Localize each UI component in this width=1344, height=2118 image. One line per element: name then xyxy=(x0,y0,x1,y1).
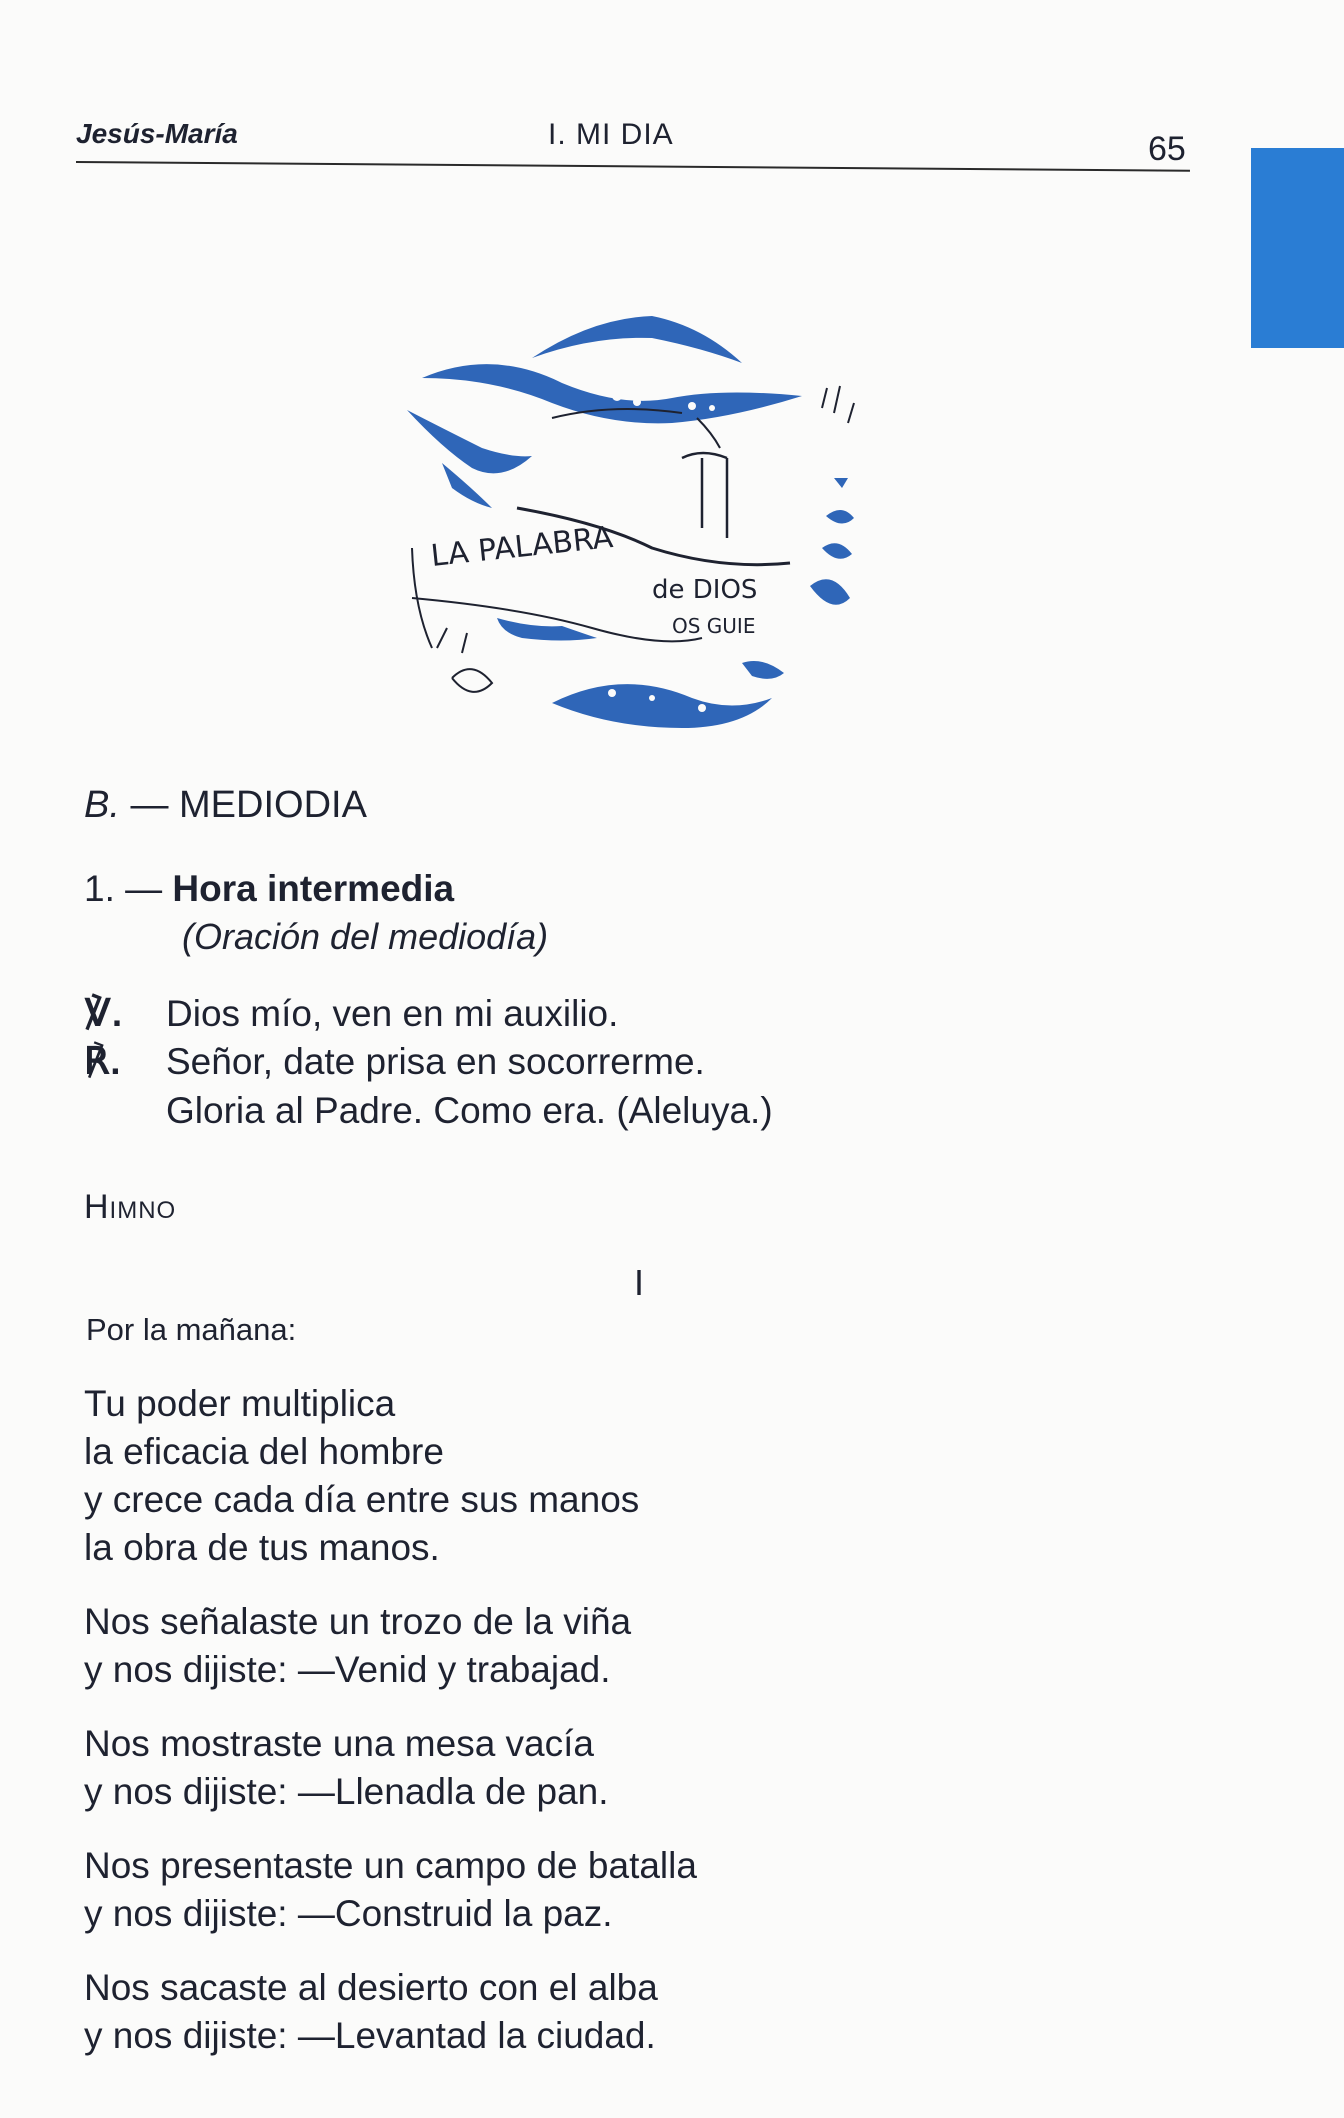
logo-text-os-guie: OS GUIE xyxy=(672,614,756,638)
section-dash: — xyxy=(119,784,180,826)
gloria-text: Gloria al Padre. Como era. (Aleluya.) xyxy=(166,1090,773,1131)
logo-wave-5 xyxy=(497,618,597,641)
logo-wave-3 xyxy=(407,410,532,473)
running-header-left: Jesús-María xyxy=(76,118,238,149)
logo-wave-6 xyxy=(552,684,772,728)
logo-text-de-dios: de DIOS xyxy=(652,575,758,605)
logo-right-mark-4 xyxy=(810,579,850,605)
subsection-title: Hora intermedia xyxy=(172,868,455,909)
section-letter: B. xyxy=(84,784,120,826)
versicle-line xyxy=(84,992,618,1035)
logo-text-palabra: LA PALABRA xyxy=(429,520,615,574)
response-symbol: ℟. xyxy=(84,1041,121,1082)
subsection-subtitle: (Oración del mediodía) xyxy=(182,916,549,957)
logo-wave-7 xyxy=(742,661,784,679)
stanza xyxy=(84,1380,639,1572)
verse-line: y nos dijiste: —Levantad la ciudad. xyxy=(84,2015,656,2056)
subsection-number: 1. — xyxy=(84,868,173,909)
verse-line: Nos sacaste al desierto con el alba xyxy=(84,1967,658,2008)
stanza xyxy=(84,1842,697,1938)
hymn-title: Himno xyxy=(84,1188,177,1226)
verse-line: y nos dijiste: —Llenadla de pan. xyxy=(84,1771,609,1812)
verse-line: la eficacia del hombre xyxy=(84,1431,444,1472)
logo-right-mark-2 xyxy=(826,510,854,524)
logo-wave-2 xyxy=(422,364,802,423)
palabra-de-dios-logo xyxy=(402,308,872,738)
versicle-symbol: ℣. xyxy=(84,993,123,1034)
response-line xyxy=(84,1040,705,1083)
verse-line: Nos presentaste un campo de batalla xyxy=(84,1845,697,1886)
logo-wave-1 xyxy=(532,316,742,363)
verse-line: Tu poder multiplica xyxy=(84,1383,396,1424)
page-number: 65 xyxy=(1148,130,1186,168)
subsection-heading xyxy=(84,868,454,910)
logo-right-mark-1 xyxy=(834,478,848,488)
response-text: Señor, date prisa en socorrerme. xyxy=(166,1041,705,1082)
verse-line: y nos dijiste: —Venid y trabajad. xyxy=(84,1649,611,1690)
thumb-index-tab xyxy=(1251,148,1344,348)
hymn-intro: Por la mañana: xyxy=(86,1312,297,1347)
section-name: MEDIODIA xyxy=(179,784,367,826)
gloria-line xyxy=(84,1090,773,1132)
versicle-text: Dios mío, ven en mi auxilio. xyxy=(166,993,619,1034)
verse-line: y crece cada día entre sus manos xyxy=(84,1479,640,1520)
running-header-title: I. MI DIA xyxy=(548,118,674,151)
hymn-numeral: I xyxy=(634,1262,645,1303)
section-title xyxy=(84,784,367,827)
verse-line: la obra de tus manos. xyxy=(84,1527,440,1568)
stanza xyxy=(84,1720,609,1816)
header-rule xyxy=(76,161,1190,172)
verse-line: Nos mostraste una mesa vacía xyxy=(84,1723,594,1764)
logo-right-mark-3 xyxy=(822,543,852,559)
verse-line: y nos dijiste: —Construid la paz. xyxy=(84,1893,613,1934)
verse-line: Nos señalaste un trozo de la viña xyxy=(84,1601,632,1642)
stanza xyxy=(84,1964,658,2060)
stanza xyxy=(84,1598,631,1694)
